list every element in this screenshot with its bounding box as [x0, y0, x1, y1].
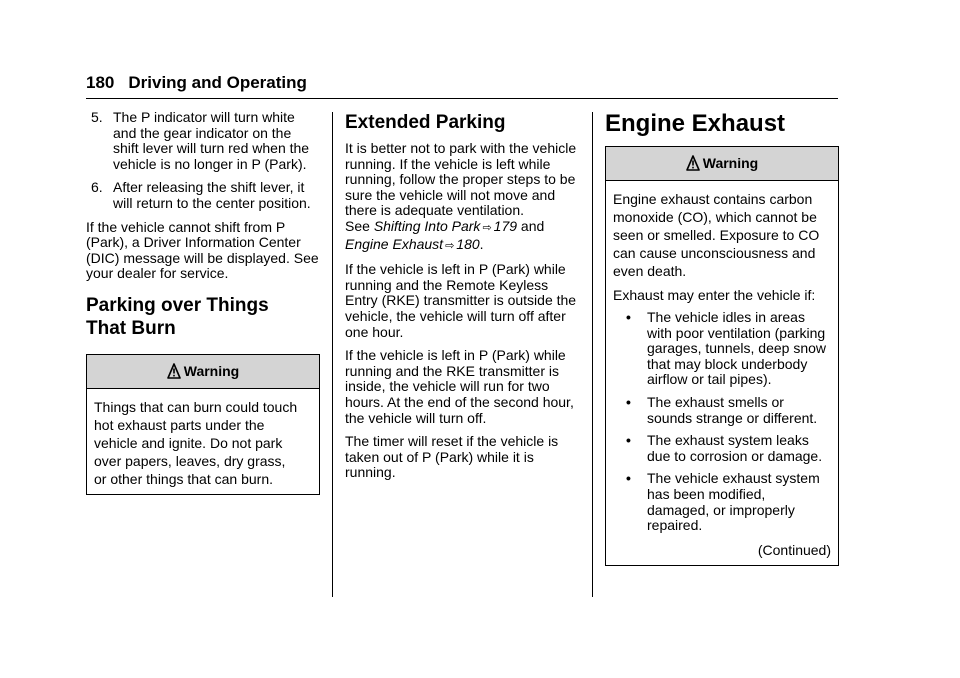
list-item [613, 310, 831, 388]
rke-outside-paragraph: If the vehicle is left in P (Park) while running and the Remote Keyless Entry (RKE) transmitter is outside the vehicle, the vehicle will turn off after one hour. [345, 261, 577, 340]
timer-reset-paragraph: The timer will reset if the vehicle is taken out of P (Park) while it is running. [345, 433, 559, 481]
column-middle [345, 110, 579, 489]
column-divider [332, 112, 333, 597]
extended-parking-paragraph [345, 141, 579, 254]
section-title: Driving and Operating [128, 73, 307, 92]
warning-icon [167, 363, 181, 379]
warning-header [87, 355, 319, 389]
rke-inside-paragraph: If the vehicle is left in P (Park) while running and the RKE transmitter is inside, the vehicle will run for two hours. At the end of the second hour, the vehicle will turn off. [345, 347, 574, 426]
ref-shifting-into-park-link[interactable] [374, 218, 517, 234]
warning-header [606, 147, 838, 181]
warning-title: Warning [183, 362, 240, 379]
warning-text [613, 190, 831, 280]
warning-line: or other things that can burn. [94, 470, 273, 487]
page-number: 180 [86, 73, 115, 92]
warning-body [87, 389, 319, 494]
exhaust-conditions-list [613, 310, 831, 534]
page-header [86, 70, 838, 99]
list-item [613, 471, 831, 533]
list-item-text: The exhaust smells or sounds strange or different. [647, 393, 818, 426]
warning-line: even death. [613, 263, 687, 279]
continued-label: (Continued) [757, 541, 831, 558]
see-label: See [345, 217, 370, 234]
list-item [613, 395, 831, 426]
and-label: and [520, 217, 545, 234]
ref-title: Shifting Into Park [373, 217, 481, 234]
warning-line: can cause unconsciousness and [613, 245, 816, 261]
warning-line: Things that can burn could touch [94, 398, 298, 415]
heading-engine-exhaust: Engine Exhaust [605, 110, 786, 137]
bullet-icon: • [626, 393, 631, 410]
step-text: The P indicator will turn white and the gear indicator on the shift lever will turn red when the vehicle is no longer in P (Park). [113, 109, 310, 172]
warning-icon [686, 155, 700, 171]
column-right [605, 110, 839, 566]
warning-line: monoxide (CO), which cannot be [613, 209, 817, 225]
warning-box [86, 354, 320, 495]
heading-line: That Burn [86, 317, 176, 339]
steps-list [86, 110, 320, 212]
step-item [86, 180, 320, 211]
warning-box [605, 146, 839, 566]
warning-line: over papers, leaves, dry grass, [94, 452, 286, 469]
period: . [479, 235, 484, 252]
column-divider [592, 112, 593, 597]
bullet-icon: • [626, 309, 631, 325]
step-number: 5. [91, 109, 103, 125]
ref-page: 180 [456, 235, 480, 252]
bullet-icon: • [626, 470, 631, 487]
ref-title: Engine Exhaust [345, 235, 444, 252]
warning-line: vehicle and ignite. Do not park [94, 434, 283, 451]
list-item-text: The exhaust system leaks due to corrosion or damage. [647, 432, 823, 464]
warning-line: hot exhaust parts under the [94, 416, 265, 433]
list-item-text: The vehicle idles in areas with poor ventilation (parking garages, tunnels, deep snow that may block underbody airflow or tail pipes). [647, 309, 827, 388]
step-number: 6. [91, 179, 103, 196]
page-ref-arrow-icon: ⇨ [445, 239, 455, 252]
bullet-icon: • [626, 432, 631, 449]
heading-extended-parking: Extended Parking [345, 112, 506, 133]
section-heading-parking-over-things [86, 294, 320, 340]
warning-body [606, 181, 838, 565]
ref-page: 179 [493, 217, 518, 234]
step-item [86, 110, 320, 172]
warning-line: Engine exhaust contains carbon [613, 191, 813, 207]
list-item-text: The vehicle exhaust system has been modified, damaged, or improperly repaired. [647, 470, 820, 534]
heading-line: Parking over Things [86, 294, 269, 316]
warning-intro: Exhaust may enter the vehicle if: [613, 287, 816, 303]
column-left [86, 110, 320, 495]
page-ref-arrow-icon: ⇨ [482, 221, 492, 234]
paragraph-text: It is better not to park with the vehicle running. If the vehicle is left while running, follow the proper steps to be sure the vehicle will not move and there is adequate ventilation. [345, 140, 577, 219]
ref-engine-exhaust-link[interactable] [345, 236, 480, 252]
step-text: After releasing the shift lever, it will return to the center position. [113, 179, 311, 211]
warning-line: seen or smelled. Exposure to CO [613, 227, 820, 243]
list-item [613, 433, 831, 464]
dic-paragraph: If the vehicle cannot shift from P (Park), a Driver Information Center (DIC) message will be displayed. See your dealer for service. [86, 218, 319, 282]
warning-title: Warning [702, 155, 759, 171]
